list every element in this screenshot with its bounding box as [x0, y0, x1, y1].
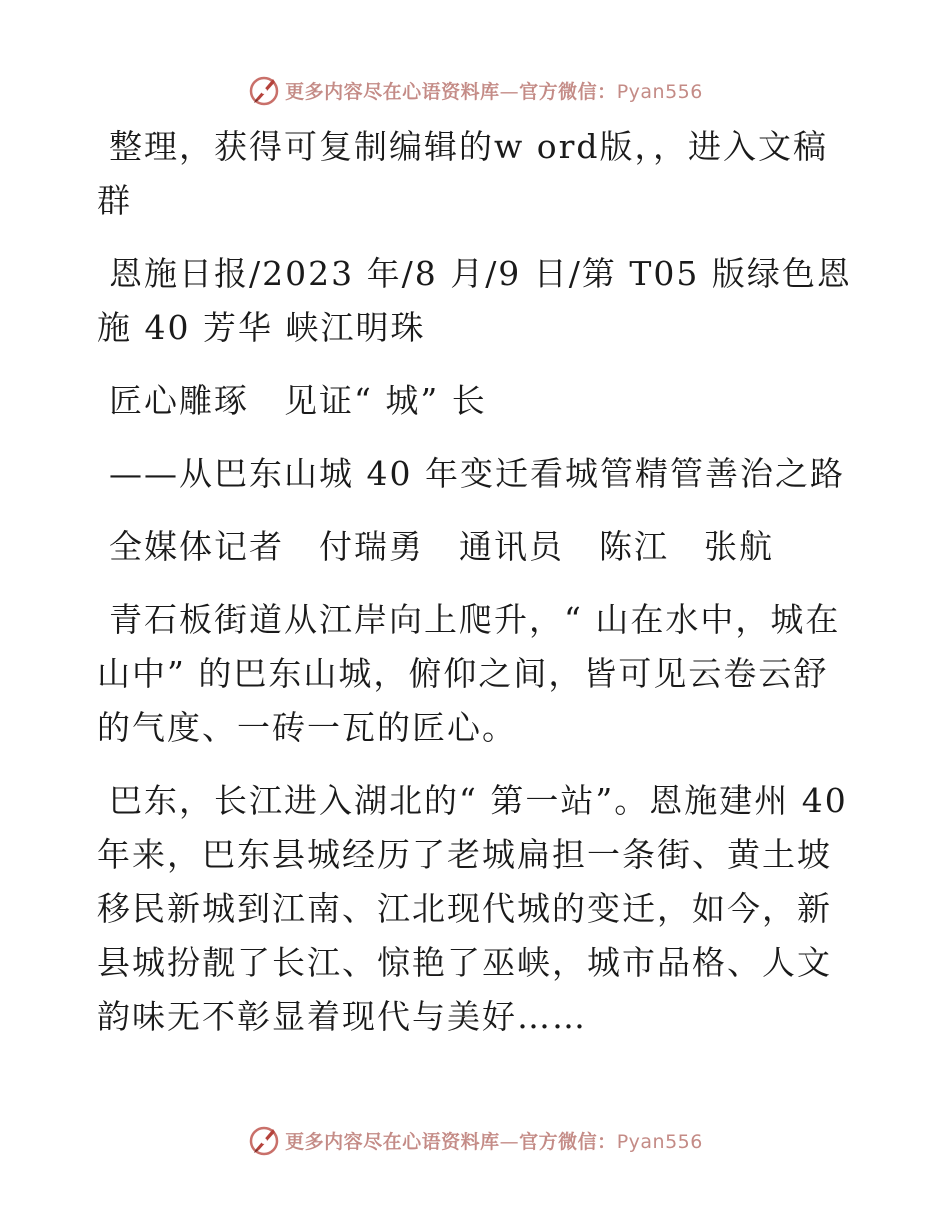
article-body: [97, 120, 857, 1063]
article-title: 匠心雕琢 见证“ 城” 长: [109, 381, 487, 420]
article-subtitle: ——从巴东山城 40 年变迁看城管精管善治之路: [109, 454, 845, 493]
source-line: 恩施日报/2023 年/8 月/9 日/第 T05 版绿色恩施 40 芳华 峡江明珠: [97, 254, 852, 347]
watermark-text: 更多内容尽在心语资料库—官方微信：Pyan556: [285, 1130, 703, 1153]
watermark-banner-bottom: [0, 1120, 950, 1160]
watermark-banner-top: [0, 70, 950, 110]
body-paragraph: 青石板街道从江岸向上爬升，“ 山在水中，城在山中” 的巴东山城，俯仰之间，皆可见云卷云舒的气度、一砖一瓦的匠心。: [97, 600, 841, 747]
watermark-text: 更多内容尽在心语资料库—官方微信：Pyan556: [285, 80, 703, 103]
quill-pen-logo-icon: [247, 1123, 281, 1157]
byline: 全媒体记者 付瑞勇 通讯员 陈江 张航: [109, 527, 774, 566]
quill-pen-logo-icon: [247, 73, 281, 107]
body-paragraph: 巴东，长江进入湖北的“ 第一站”。恩施建州 40 年来，巴东县城经历了老城扁担一条街、黄土坡移民新城到江南、江北现代城的变迁，如今，新县城扮靓了长江、惊艳了巫峡，城市品格、人文韵味无不彰显着现代与美好……: [97, 781, 848, 1036]
intro-note: 整理，获得可复制编辑的w ord版，，进入文稿群: [97, 127, 829, 220]
